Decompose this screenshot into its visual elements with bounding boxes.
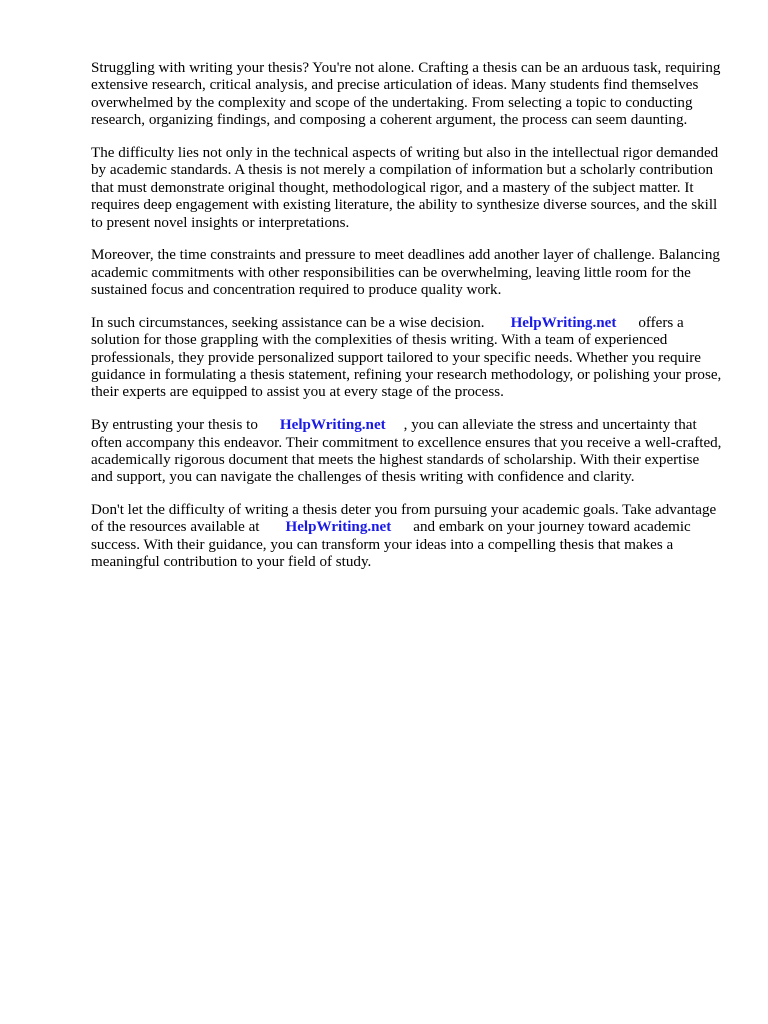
paragraph-text: In such circumstances, seeking assistance can be a wise decision. <box>91 314 485 331</box>
paragraph-text: and embark on your journey toward academic success. With their guidance, you can transform your ideas into a compelling thesis that makes a meaningful contribution to your field of study. <box>91 519 691 571</box>
helpwriting-link[interactable]: HelpWriting.net <box>279 417 386 434</box>
document-body <box>91 60 723 587</box>
helpwriting-link[interactable]: HelpWriting.net <box>285 519 392 536</box>
paragraph-assistance <box>91 315 723 402</box>
paragraph-text: Don't let the difficulty of writing a thesis deter you from pursuing your academic goals. Take advantage of the resources available at <box>91 502 717 536</box>
helpwriting-link[interactable]: HelpWriting.net <box>510 314 617 331</box>
paragraph-time-constraints: Moreover, the time constraints and pressure to meet deadlines add another layer of challenge. Balancing academic commitments with other responsibilities can be overwhelming, leaving little room for the sustained focus and concentration required to produce quality work. <box>91 247 720 299</box>
paragraph-conclusion <box>91 502 723 572</box>
paragraph-text: , you can alleviate the stress and uncertainty that often accompany this endeavor. Their commitment to excellence ensures that you receive a well-crafted, academically rigorous document that meets the highest standards of scholarship. With their expertise and support, you can navigate the challenges of thesis writing with confidence and clarity. <box>91 417 722 486</box>
paragraph-text: offers a solution for those grappling with the complexities of thesis writing. With a team of experienced professionals, they provide personalized support tailored to your specific needs. Whether you require guidance in formulating a thesis statement, refining your research methodology, or polishing your prose, their experts are equipped to assist you at every stage of the process. <box>91 314 722 401</box>
paragraph-intro: Struggling with writing your thesis? You're not alone. Crafting a thesis can be an arduous task, requiring extensive research, critical analysis, and precise articulation of ideas. Many students find themselves overwhelmed by the complexity and scope of the undertaking. From selecting a topic to conducting research, organizing findings, and composing a coherent argument, the process can seem daunting. <box>91 60 721 129</box>
paragraph-text: By entrusting your thesis to <box>91 417 258 434</box>
paragraph-difficulty: The difficulty lies not only in the technical aspects of writing but also in the intellectual rigor demanded by academic standards. A thesis is not merely a compilation of information but a scholarly contribution that must demonstrate original thought, methodological rigor, and a mastery of the subject matter. It requires deep engagement with existing literature, the ability to synthesize diverse sources, and the skill to present novel insights or interpretations. <box>91 144 719 231</box>
paragraph-entrusting <box>91 417 723 487</box>
